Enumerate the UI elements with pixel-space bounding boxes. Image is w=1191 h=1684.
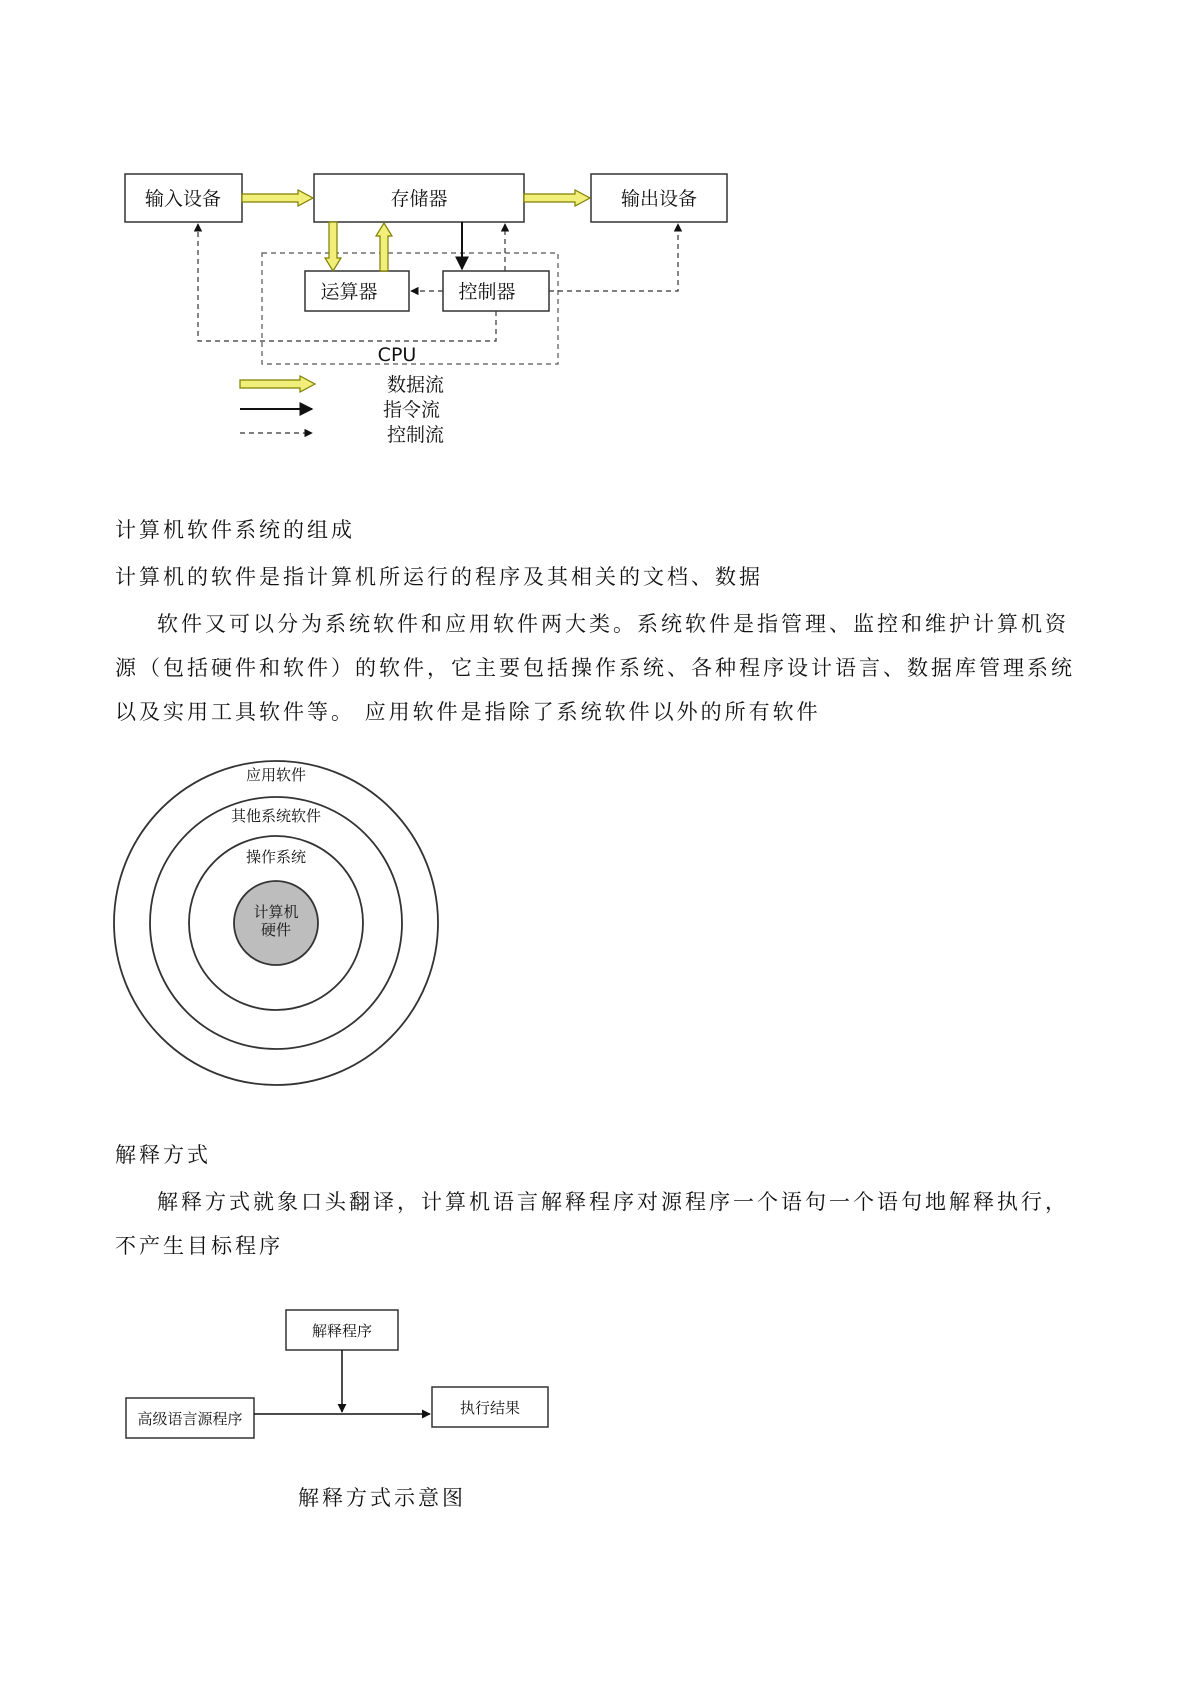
alu-label: 运算器 <box>320 281 378 303</box>
control-flow-to-output <box>549 224 678 291</box>
section-heading-interpretation: 解释方式 <box>115 1143 211 1167</box>
data-flow-memory-to-output <box>524 190 590 206</box>
output-device-label: 输出设备 <box>620 188 698 210</box>
legend-instruction-flow-label: 指令流 <box>383 399 441 421</box>
data-flow-memory-to-alu <box>325 222 341 271</box>
data-flow-alu-to-memory <box>376 223 392 271</box>
control-flow-arrows <box>198 224 678 341</box>
data-flow-input-to-memory <box>242 190 313 206</box>
interpretation-flow-diagram <box>0 1300 600 1440</box>
hardware-label-line1: 计算机 <box>253 903 299 921</box>
software-layers-diagram <box>0 750 560 1090</box>
legend <box>240 374 444 446</box>
result-label: 执行结果 <box>459 1399 521 1417</box>
hardware-label-line2: 硬件 <box>260 921 292 939</box>
legend-data-flow-label: 数据流 <box>387 374 445 396</box>
controller-label: 控制器 <box>458 281 516 303</box>
memory-label: 存储器 <box>390 188 448 210</box>
computer-architecture-diagram <box>0 0 1191 460</box>
source-program-label: 高级语言源程序 <box>137 1410 243 1428</box>
cpu-label: CPU <box>377 344 417 366</box>
software-definition: 计算机的软件是指计算机所运行的程序及其相关的文档、数据 <box>115 565 763 589</box>
input-device-label: 输入设备 <box>144 188 222 210</box>
legend-control-flow-label: 控制流 <box>387 424 445 446</box>
software-classification-paragraph: 软件又可以分为系统软件和应用软件两大类。系统软件是指管理、监控和维护计算机资源（包括硬件和软件）的软件，它主要包括操作系统、各种程序设计语言、数据库管理系统以及实用工具软件等。 应用软件是指除了系统软件以外的所有软件 <box>115 612 1075 724</box>
section-heading-software-system: 计算机软件系统的组成 <box>115 518 355 542</box>
other-system-software-label: 其他系统软件 <box>230 807 322 825</box>
interpretation-paragraph: 解释方式就象口头翻译，计算机语言解释程序对源程序一个语句一个语句地解释执行，不产生目标程序 <box>115 1190 1069 1258</box>
operating-system-label: 操作系统 <box>245 848 307 866</box>
interpreter-label: 解释程序 <box>311 1322 373 1340</box>
legend-data-flow-arrow <box>240 376 315 392</box>
interpretation-diagram-caption: 解释方式示意图 <box>298 1486 466 1510</box>
application-software-label: 应用软件 <box>245 766 307 784</box>
